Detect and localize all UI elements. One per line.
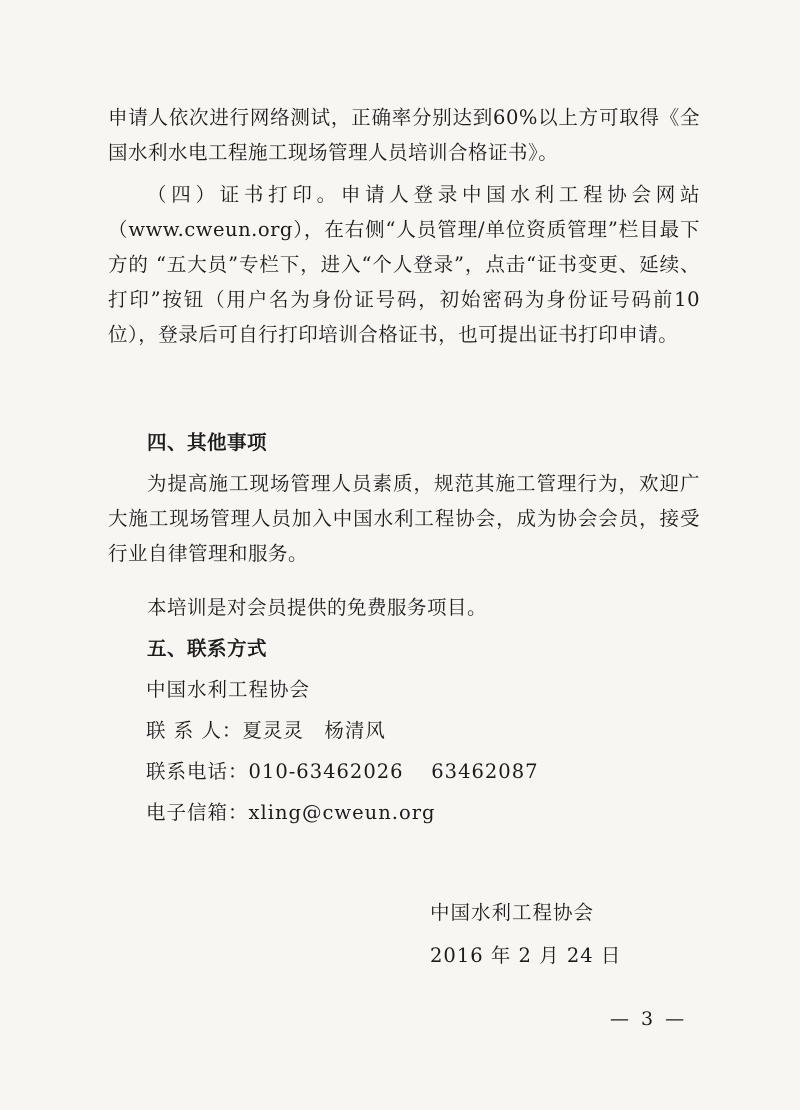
heading-contact: 五、联系方式 [147,637,268,660]
paragraph-free-service: 本培训是对会员提供的免费服务项目。 [147,596,488,619]
contact-person: 联 系 人：夏灵灵 杨清风 [146,719,386,742]
heading-other-matters: 四、其他事项 [147,431,268,454]
page-number: — 3 — [610,1008,688,1030]
paragraph-certificate-printing: （四）证书打印。申请人登录中国水利工程协会网站（www.cweun.org），在右侧“人员管理/单位资质管理”栏目最下方的 “五大员”专栏下，进入“个人登录”，点击“证书变更、延续、打印”按钮（用户名为身份证号码，初始密码为身份证号码前10位），登录后可自行打印培训合格证书，也可提出证书打印申请。 [108,183,700,346]
paragraph-test-result: 申请人依次进行网络测试，正确率分别达到60%以上方可取得《全国水利水电工程施工现场管理人员培训合格证书》。 [108,106,700,164]
contact-phone: 联系电话：010-63462026 63462087 [146,760,539,783]
signature-date: 2016 年 2 月 24 日 [430,944,622,967]
signature-organization: 中国水利工程协会 [430,901,595,924]
contact-organization: 中国水利工程协会 [146,678,311,701]
paragraph-other-matters: 为提高施工现场管理人员素质，规范其施工管理行为，欢迎广大施工现场管理人员加入中国水利工程协会，成为协会会员，接受行业自律管理和服务。 [108,472,700,565]
contact-email: 电子信箱：xling@cweun.org [146,801,436,824]
